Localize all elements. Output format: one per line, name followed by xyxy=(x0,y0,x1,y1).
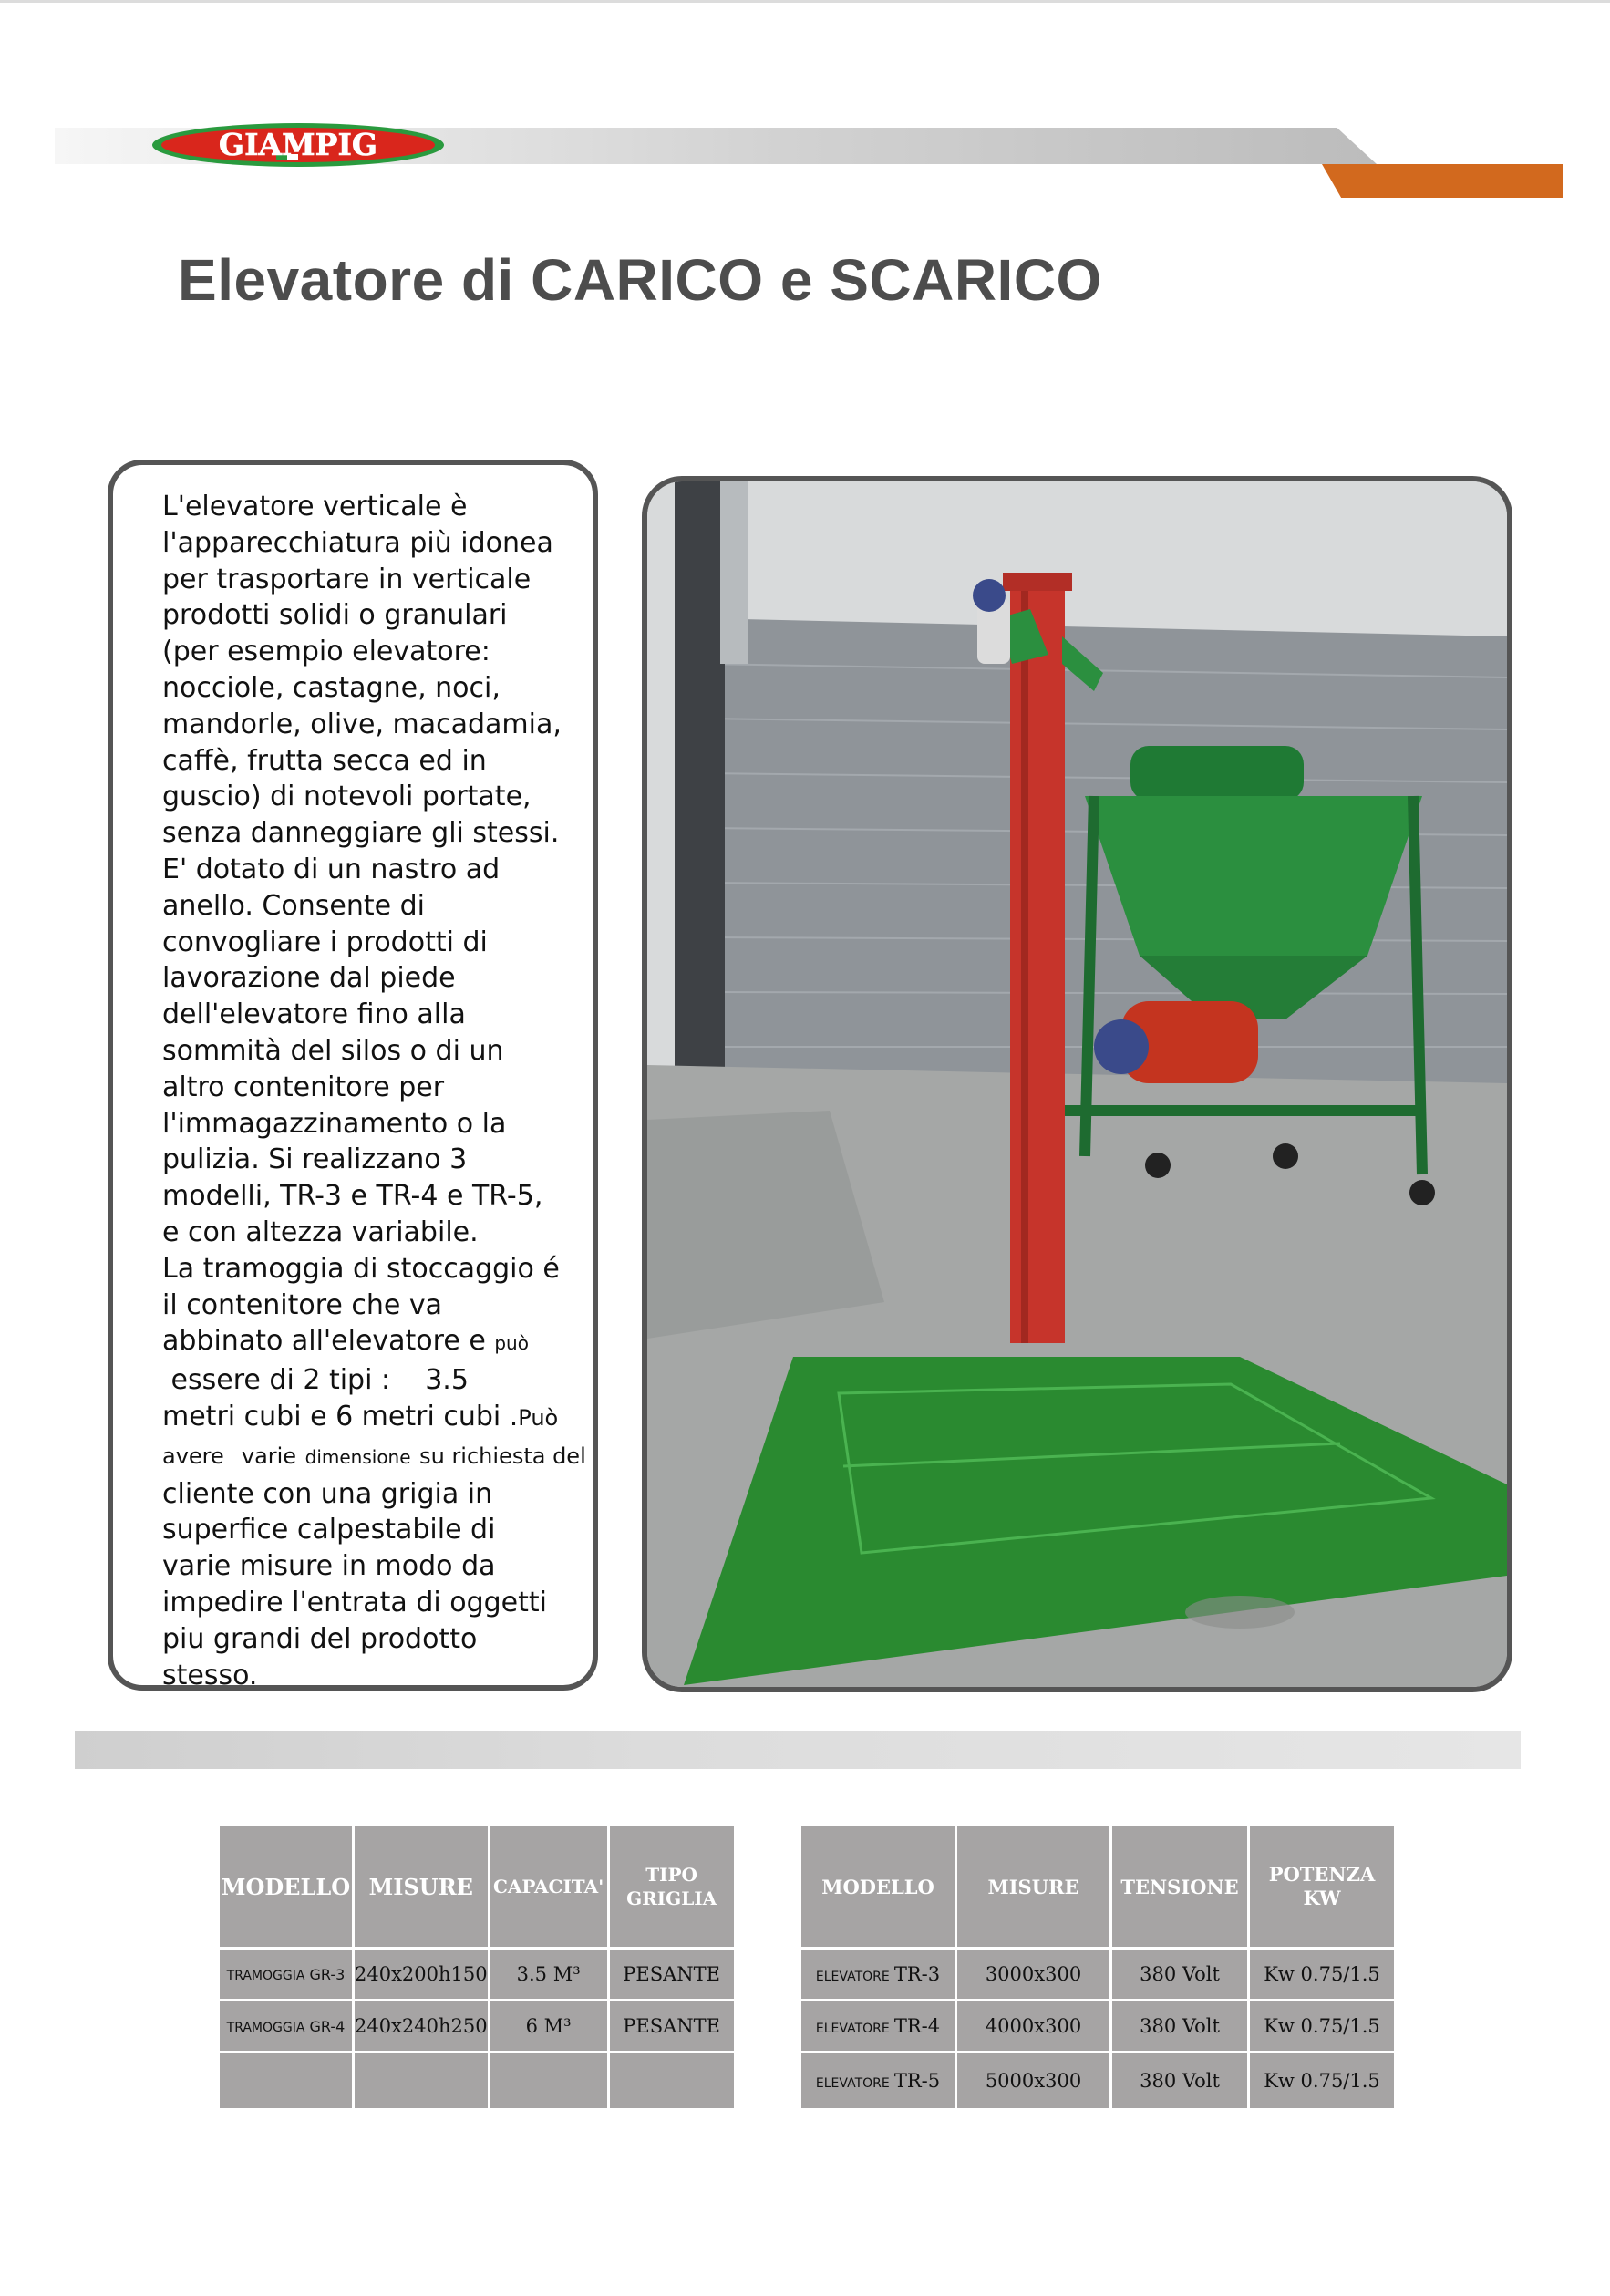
desc-line: L'elevatore verticale è xyxy=(162,491,468,522)
elevator-spec-table xyxy=(799,1824,1397,2111)
header-accent-bar xyxy=(1322,164,1563,198)
table-header: TIPO GRIGLIA xyxy=(610,1826,734,1947)
table-cell: Kw 0.75/1.5 xyxy=(1250,1950,1394,1999)
page-title: Elevatore di CARICO e SCARICO xyxy=(178,247,1102,313)
table-header: MODELLO xyxy=(220,1826,352,1947)
desc-line: senza danneggiare gli stessi. xyxy=(162,817,560,850)
desc-line: l'immagazzinamento o la xyxy=(162,1107,507,1140)
desc-line: avere xyxy=(162,1443,224,1469)
desc-line: impedire l'entrata di oggetti xyxy=(162,1586,547,1619)
desc-line: nocciole, castagne, noci, xyxy=(162,671,501,704)
desc-line: 3.5 xyxy=(425,1364,469,1397)
model-code: GR-4 xyxy=(309,2017,346,2035)
desc-line: piu grandi del prodotto xyxy=(162,1622,478,1655)
desc-line: Può xyxy=(518,1404,559,1431)
desc-line: mandorle, olive, macadamia, xyxy=(162,708,562,740)
table-cell: 3000x300 xyxy=(957,1950,1109,1999)
table-cell: Kw 0.75/1.5 xyxy=(1250,2053,1394,2108)
model-code: TR-3 xyxy=(893,1963,941,1985)
desc-line: il contenitore che va xyxy=(162,1288,443,1321)
table-row xyxy=(801,1950,1394,1999)
desc-line: convogliare i prodotti di xyxy=(162,926,488,958)
table-header: POTENZA KW xyxy=(1250,1826,1394,1947)
desc-line: varie misure in modo da xyxy=(162,1550,496,1583)
desc-line: abbinato all'elevatore e xyxy=(162,1325,486,1358)
logo-text: GIAMPIG xyxy=(218,127,378,162)
table-header: TENSIONE xyxy=(1112,1826,1247,1947)
table-cell: PESANTE xyxy=(610,2001,734,2051)
table-cell: 240x200h150 xyxy=(355,1950,488,1999)
desc-line: essere xyxy=(170,1364,261,1397)
desc-line: pulizia. Si realizzano 3 xyxy=(162,1143,468,1176)
table-row xyxy=(220,2001,734,2051)
desc-line: prodotti solidi o granulari xyxy=(162,599,508,632)
table-cell: Kw 0.75/1.5 xyxy=(1250,2001,1394,2051)
table-cell: 240x240h250 xyxy=(355,2001,488,2051)
product-photo xyxy=(642,476,1512,1692)
desc-line: (per esempio elevatore: xyxy=(162,636,490,668)
desc-line: sommità del silos o di un xyxy=(162,1034,504,1067)
desc-line: per trasportare in verticale xyxy=(162,563,532,595)
desc-line: cliente con una grigia in xyxy=(162,1477,493,1510)
table-cell xyxy=(801,2001,955,2051)
model-code: TR-4 xyxy=(893,2015,941,2037)
desc-line: può xyxy=(494,1332,529,1355)
desc-line: altro contenitore per xyxy=(162,1070,445,1103)
model-code: GR-3 xyxy=(309,1965,346,1983)
table-row xyxy=(220,2053,734,2108)
table-row xyxy=(220,1950,734,1999)
desc-line: caffè, frutta secca ed in xyxy=(162,744,487,777)
desc-line: l'apparecchiatura più idonea xyxy=(162,526,553,559)
desc-line: modelli, TR-3 e TR-4 e TR-5, xyxy=(162,1180,543,1213)
table-header: MISURE xyxy=(957,1826,1109,1947)
desc-line: stesso. xyxy=(162,1659,258,1691)
table-row xyxy=(801,2053,1394,2108)
section-divider xyxy=(75,1731,1521,1769)
giampig-logo xyxy=(150,121,447,169)
table-cell: 6 M³ xyxy=(490,2001,607,2051)
desc-line: su richiesta del xyxy=(419,1443,586,1469)
table-cell: 4000x300 xyxy=(957,2001,1109,2051)
table-cell xyxy=(801,2053,955,2108)
model-prefix: ELEVATORE xyxy=(815,1970,890,1984)
table-cell: 380 Volt xyxy=(1112,2053,1247,2108)
desc-line: dell'elevatore fino alla xyxy=(162,998,466,1031)
desc-line: anello. Consente di xyxy=(162,889,425,922)
desc-line: dimensione xyxy=(304,1445,411,1468)
model-code: TR-5 xyxy=(893,2070,941,2092)
desc-line: metri cubi e 6 metri cubi . xyxy=(162,1400,519,1432)
table-cell xyxy=(801,1950,955,1999)
desc-line: guscio) di notevoli portate, xyxy=(162,781,532,813)
table-cell: 3.5 M³ xyxy=(490,1950,607,1999)
table-row xyxy=(801,2001,1394,2051)
desc-line: lavorazione dal piede xyxy=(162,962,456,995)
model-prefix: ELEVATORE xyxy=(815,2076,890,2091)
table-cell: PESANTE xyxy=(610,1950,734,1999)
desc-line: superfice calpestabile di xyxy=(162,1514,496,1546)
model-prefix: TRAMOGGIA xyxy=(226,2020,305,2035)
table-cell xyxy=(490,2053,607,2108)
desc-line: e con altezza variabile. xyxy=(162,1215,479,1248)
table-header: MODELLO xyxy=(801,1826,955,1947)
description-text xyxy=(162,489,591,1693)
desc-line: di 2 tipi : xyxy=(269,1364,391,1397)
table-cell: 5000x300 xyxy=(957,2053,1109,2108)
table-cell: 380 Volt xyxy=(1112,2001,1247,2051)
desc-line: E' dotato di un nastro ad xyxy=(162,853,501,885)
model-prefix: ELEVATORE xyxy=(815,2022,890,2036)
table-cell xyxy=(220,2001,352,2051)
desc-line: varie xyxy=(241,1443,297,1469)
table-cell xyxy=(220,1950,352,1999)
model-prefix: TRAMOGGIA xyxy=(226,1968,305,1983)
table-header: MISURE xyxy=(355,1826,488,1947)
hopper-spec-table xyxy=(217,1824,737,2111)
table-cell xyxy=(355,2053,488,2108)
table-cell: 380 Volt xyxy=(1112,1950,1247,1999)
table-header: CAPACITA' xyxy=(490,1826,607,1947)
table-cell xyxy=(220,2053,352,2108)
desc-line: La tramoggia di stoccaggio é xyxy=(162,1252,560,1285)
table-cell xyxy=(610,2053,734,2108)
top-rule xyxy=(0,0,1610,3)
